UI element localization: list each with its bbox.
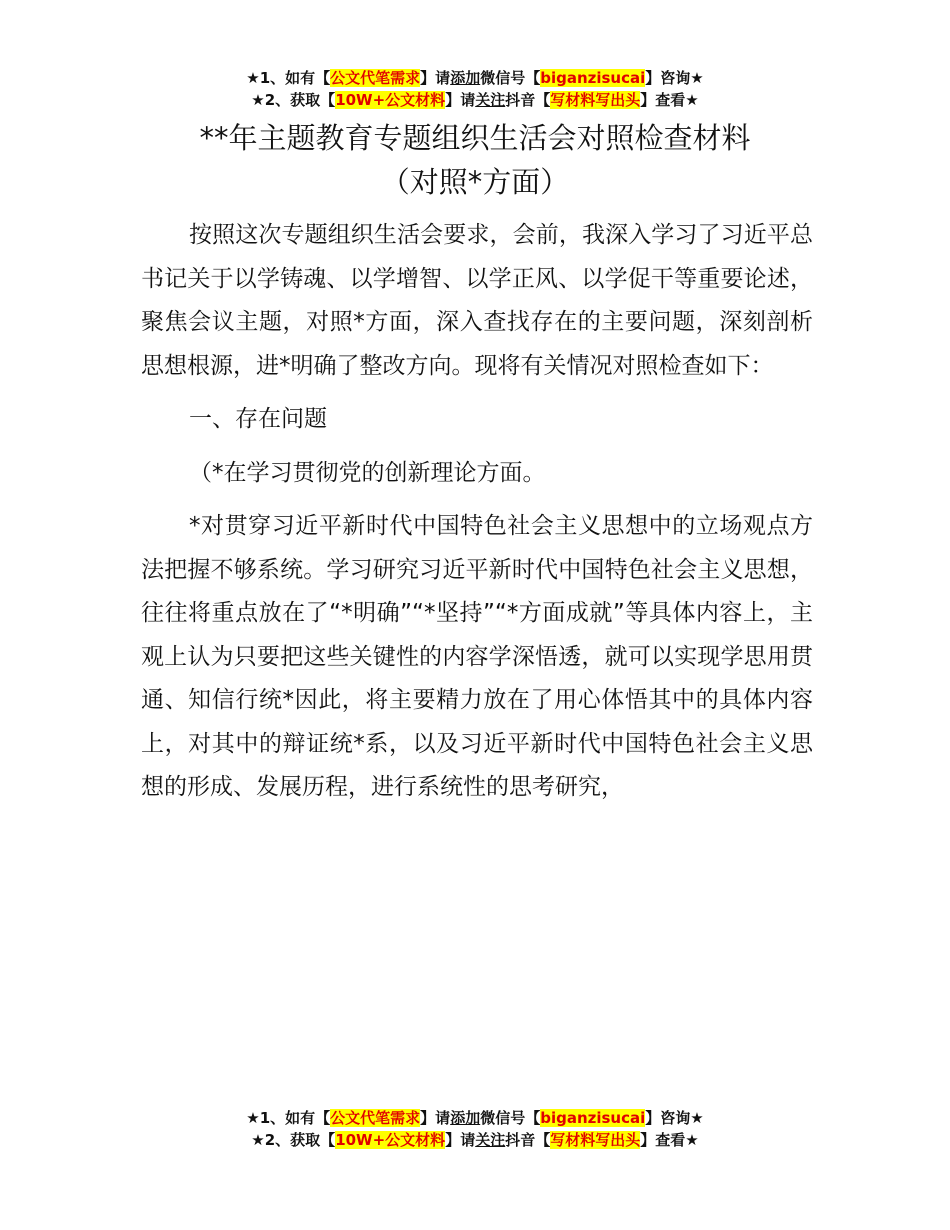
banner-highlight-materials: 10W+公文材料 [335, 1131, 446, 1149]
intro-paragraph: 按照这次专题组织生活会要求，会前，我深入学习了习近平总书记关于以学铸魂、以学增智、以学正风、以学促干等重要论述，聚焦会议主题，对照*方面，深入查找存在的主要问题，深刻剖析思想根源，进*明确了整改方向。现将有关情况对照检查如下： [141, 222, 813, 379]
header-banner [0, 67, 950, 111]
banner-line-1: ★1、如有【公文代笔需求】请添加微信号【biganzisucai】咨询★ [246, 1109, 704, 1127]
body-paragraph: *对贯穿习近平新时代中国特色社会主义思想中的立场观点方法把握不够系统。学习研究习近平新时代中国特色社会主义思想，往往将重点放在了“*明确”“*坚持”“*方面成就”等具体内容上，主观上认为只要把这些关键性的内容学深悟透，就可以实现学思用贯通、知信行统*因此，将主要精力放在了用心体悟其中的具体内容上，对其中的辩证统*系，以及习近平新时代中国特色社会主义思想的形成、发展历程，进行系统性的思考研究， [141, 513, 813, 800]
title-line-2: （对照*方面） [380, 165, 570, 199]
banner-highlight-service: 公文代笔需求 [330, 1109, 421, 1127]
banner-highlight-service: 公文代笔需求 [330, 69, 421, 87]
footer-banner [0, 1107, 950, 1151]
document-body [141, 214, 813, 810]
document-title [0, 116, 950, 204]
banner-line-1: ★1、如有【公文代笔需求】请添加微信号【biganzisucai】咨询★ [246, 69, 704, 87]
banner-highlight-douyin: 写材料写出头 [550, 91, 641, 109]
section-heading: 一、存在问题 [189, 406, 327, 432]
banner-highlight-douyin: 写材料写出头 [550, 1131, 641, 1149]
banner-line-2: ★2、获取【10W+公文材料】请关注抖音【写材料写出头】查看★ [251, 1131, 699, 1149]
banner-highlight-wechat: biganzisucai [540, 1109, 646, 1127]
banner-line-2: ★2、获取【10W+公文材料】请关注抖音【写材料写出头】查看★ [251, 91, 699, 109]
title-line-1: **年主题教育专题组织生活会对照检查材料 [199, 121, 751, 155]
banner-highlight-materials: 10W+公文材料 [335, 91, 446, 109]
subsection-heading: （*在学习贯彻党的创新理论方面。 [189, 459, 546, 486]
banner-highlight-wechat: biganzisucai [540, 69, 646, 87]
